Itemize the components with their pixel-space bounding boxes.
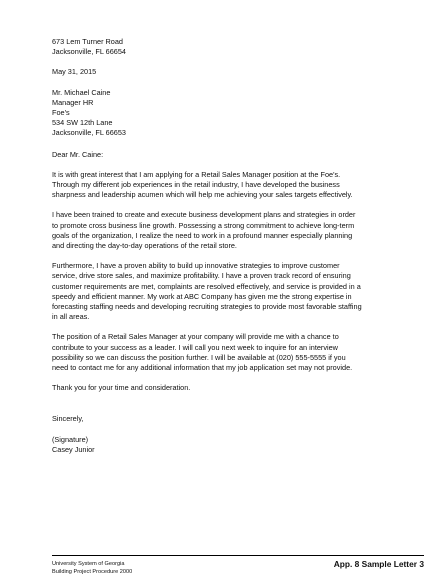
sender-address [52,37,397,57]
paragraph-line: Furthermore, I have a proven ability to build up innovative strategies to improve customer [52,261,340,271]
paragraph-line: Thank you for your time and consideration. [52,383,191,393]
paragraph-line: to promote cross business line growth. Possessing a strong commitment to achieve long-term [52,220,355,230]
paragraph [52,261,397,322]
paragraph-line: service, drive store sales, and maximize profitability. I have a proven track record of ensuring [52,271,351,281]
signer-name: Casey Junior [52,444,95,454]
paragraph-line: I have been trained to create and execute business development plans and strategies in order [52,210,356,220]
sender-city: Jacksonville, FL 66654 [52,47,126,57]
page-footer [52,555,424,575]
paragraph-line: speedy and efficient manner. My work at ABC Company has given me the strong expertise in [52,291,352,301]
letter-body [52,37,397,455]
paragraph-line: in all areas. [52,312,90,322]
recipient-title: Manager HR [52,97,94,107]
footer-org-block [52,560,132,576]
paragraph-line: It is with great interest that I am applying for a Retail Sales Manager position at the Foe's. [52,169,341,179]
recipient-street: 534 SW 12th Lane [52,118,113,128]
paragraph-line: Through my different job experiences in the retail industry, I have developed the business [52,180,340,190]
paragraph-line: and directing the day-to-day operations of the retail store. [52,241,237,251]
closing: Sincerely, [52,414,84,424]
paragraph-line: sharpness and leadership acumen which will help me achieving your sales targets effectively. [52,190,353,200]
paragraph-line: customer requirements are met, complaints are resolved effectively, and service is provided in a [52,281,361,291]
footer-org: University System of Georgia [52,561,125,567]
paragraph-line: goals of the organization, I realize the need to work in a profound manner especially planning [52,230,353,240]
recipient-address [52,88,397,139]
signature: (Signature) [52,434,89,444]
recipient-company: Foe's [52,108,70,118]
paragraph-line: The position of a Retail Sales Manager at your company will provide me with a chance to [52,332,339,342]
paragraph-line: forecasting staffing needs and developing recruiting strategies to provide most favorable staffing [52,302,362,312]
footer-label: App. 8 Sample Letter 3 [333,559,424,569]
recipient-city: Jacksonville, FL 66653 [52,128,126,138]
recipient-name: Mr. Michael Caine [52,87,111,97]
paragraph [52,332,397,373]
paragraph-line: need to contact me for any additional information that my job application set may not provide. [52,363,353,373]
paragraph-line: contribute to your success as a leader. I will call you next week to inquire for an interview [52,342,338,352]
paragraph-line: possibility so we can discuss the position further. I will be available at (020) 555-5555 if you [52,352,346,362]
paragraph [52,210,397,251]
paragraph [52,170,397,201]
footer-doc: Building Project Procedure 2000 [52,569,133,575]
salutation: Dear Mr. Caine: [52,149,104,159]
paragraph [52,383,397,393]
sender-street: 673 Lem Turner Road [52,37,123,46]
letter-date: May 31, 2015 [52,67,97,77]
